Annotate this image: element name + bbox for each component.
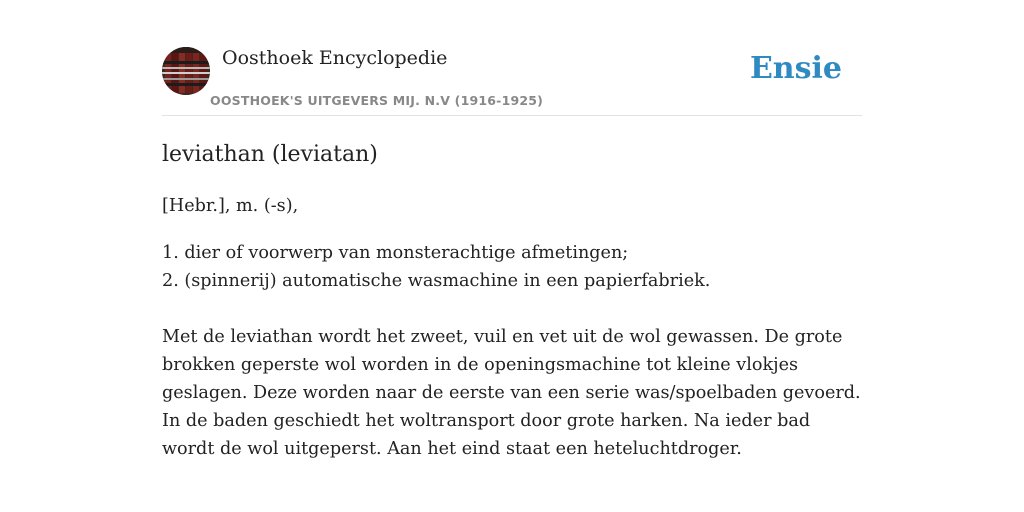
grammar-info: [Hebr.], m. (-s), [162, 196, 299, 216]
source-title[interactable]: Oosthoek Encyclopedie [222, 47, 448, 69]
entry-card [162, 0, 862, 512]
book-spines-icon [162, 47, 210, 95]
definition-1: 1. dier of voorwerp van monsterachtige afmetingen; [162, 243, 629, 263]
entry-body [162, 192, 862, 463]
source-header [162, 0, 862, 116]
entry-title: leviathan (leviatan) [162, 142, 378, 167]
explanation-paragraph: Met de leviathan wordt het zweet, vuil en vet uit de wol gewassen. De grote brokken geperste wol worden in de openingsmachine tot kleine vlokjes geslagen. Deze worden naar de eerste van een serie was/spoelbaden gevoerd. In de baden geschiedt het woltransport door grote harken. Na ieder bad wordt de wol uitgeperst. Aan het eind staat een heteluchtdroger. [162, 327, 861, 459]
source-avatar[interactable] [162, 47, 210, 95]
definition-2: 2. (spinnerij) automatische wasmachine in een papierfabriek. [162, 271, 711, 291]
source-subtitle: OOSTHOEK'S UITGEVERS MIJ. N.V (1916-1925) [210, 93, 544, 108]
ensie-logo-link[interactable]: Ensie [749, 51, 842, 86]
